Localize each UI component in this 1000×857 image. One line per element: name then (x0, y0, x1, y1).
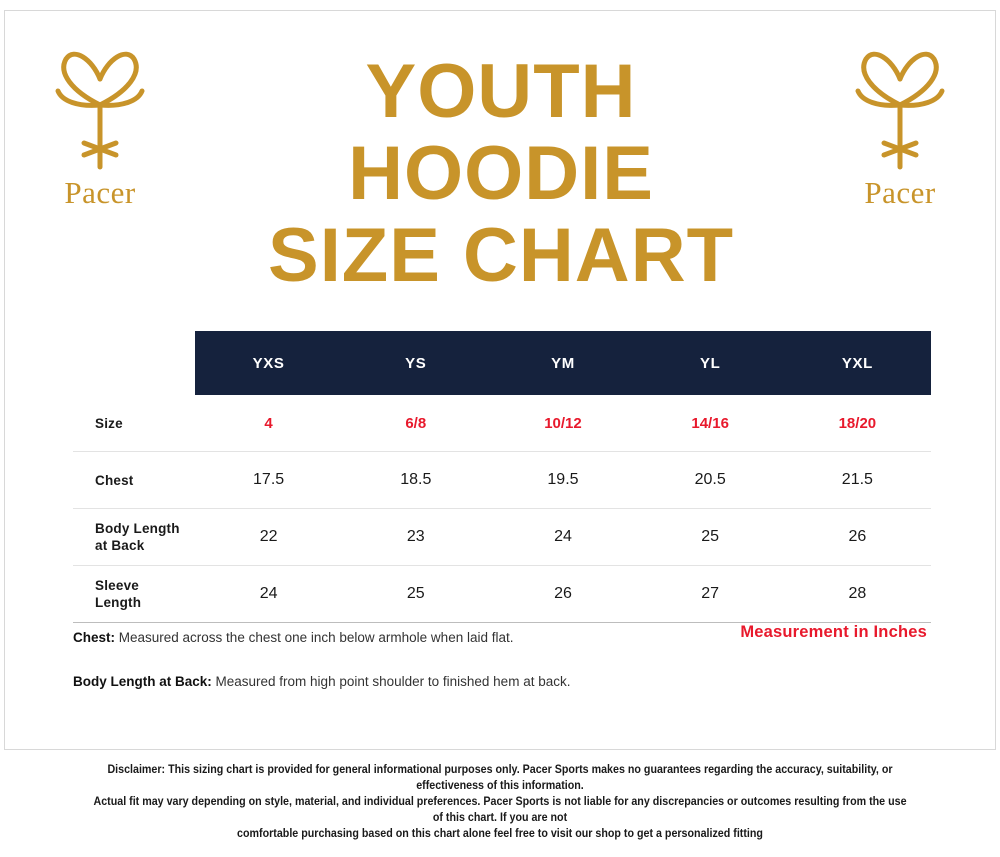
disclaimer-line-1: Disclaimer: This sizing chart is provided for general informational purposes only. Pacer Sports makes no guarantees regarding the accuracy, suitability, or effectiveness of this information. (107, 764, 893, 792)
size-table (73, 331, 931, 623)
brand-logo-right (815, 45, 985, 211)
note-body-term: Body Length at Back: (73, 674, 212, 689)
row-label-line-1: Body Length (95, 521, 180, 536)
table-header-row (73, 331, 931, 395)
cell-sleeve-length-yxl: 28 (784, 566, 931, 623)
table-row (73, 509, 931, 566)
cell-chest-yxl: 21.5 (784, 452, 931, 509)
note-chest (73, 629, 673, 647)
row-label-line-2: at Back (95, 538, 145, 553)
cell-chest-ys: 18.5 (342, 452, 489, 509)
table-row (73, 566, 931, 623)
brand-logo-left (15, 45, 185, 211)
column-header-yxs: YXS (195, 331, 342, 395)
row-label-line-2: Length (95, 595, 142, 610)
cell-chest-yl: 20.5 (637, 452, 784, 509)
cell-size-ys: 6/8 (342, 395, 489, 452)
pacer-monogram-icon (815, 45, 985, 173)
cell-sleeve-length-ym: 26 (489, 566, 636, 623)
measurement-unit-label: Measurement in Inches (740, 623, 927, 641)
pacer-monogram-icon (15, 45, 185, 173)
disclaimer (91, 762, 909, 842)
column-header-yxl: YXL (784, 331, 931, 395)
cell-sleeve-length-yxs: 24 (195, 566, 342, 623)
note-body-text: Measured from high point shoulder to finished hem at back. (211, 674, 571, 689)
title-line-2: HOODIE (348, 131, 654, 216)
column-header-yl: YL (637, 331, 784, 395)
title-line-3: SIZE CHART (268, 213, 734, 298)
page-title (175, 51, 827, 297)
table-body (73, 395, 931, 623)
disclaimer-line-3: comfortable purchasing based on this chart alone feel free to visit our shop to get a personalized fitting (237, 828, 763, 840)
cell-chest-ym: 19.5 (489, 452, 636, 509)
measurement-notes (73, 629, 673, 717)
column-header-ys: YS (342, 331, 489, 395)
cell-size-yxs: 4 (195, 395, 342, 452)
cell-body-length-yxs: 22 (195, 509, 342, 566)
row-label-line-1: Sleeve (95, 578, 139, 593)
note-chest-term: Chest: (73, 630, 116, 645)
cell-size-ym: 10/12 (489, 395, 636, 452)
cell-sleeve-length-yl: 27 (637, 566, 784, 623)
cell-size-yxl: 18/20 (784, 395, 931, 452)
size-table-container (73, 331, 931, 623)
brand-wordmark: Pacer (864, 175, 936, 210)
table-row (73, 452, 931, 509)
chart-card (4, 10, 996, 750)
title-line-1: YOUTH (365, 49, 637, 134)
table-corner-cell (73, 331, 195, 395)
disclaimer-line-2: Actual fit may vary depending on style, material, and individual preferences. Pacer Sports is not liable for any discrepancies or outcomes resulting from the use of this chart. If you are not (93, 796, 907, 824)
note-chest-text: Measured across the chest one inch below armhole when laid flat. (115, 630, 514, 645)
cell-size-yl: 14/16 (637, 395, 784, 452)
row-label-size: Size (73, 395, 195, 452)
table-header (73, 331, 931, 395)
brand-wordmark: Pacer (64, 175, 136, 210)
table-row (73, 395, 931, 452)
cell-body-length-ym: 24 (489, 509, 636, 566)
cell-body-length-ys: 23 (342, 509, 489, 566)
row-label-chest: Chest (73, 452, 195, 509)
cell-chest-yxs: 17.5 (195, 452, 342, 509)
cell-body-length-yl: 25 (637, 509, 784, 566)
cell-sleeve-length-ys: 25 (342, 566, 489, 623)
note-body-length (73, 673, 673, 691)
row-label-body-length (73, 509, 195, 566)
cell-body-length-yxl: 26 (784, 509, 931, 566)
column-header-ym: YM (489, 331, 636, 395)
row-label-sleeve-length (73, 566, 195, 623)
